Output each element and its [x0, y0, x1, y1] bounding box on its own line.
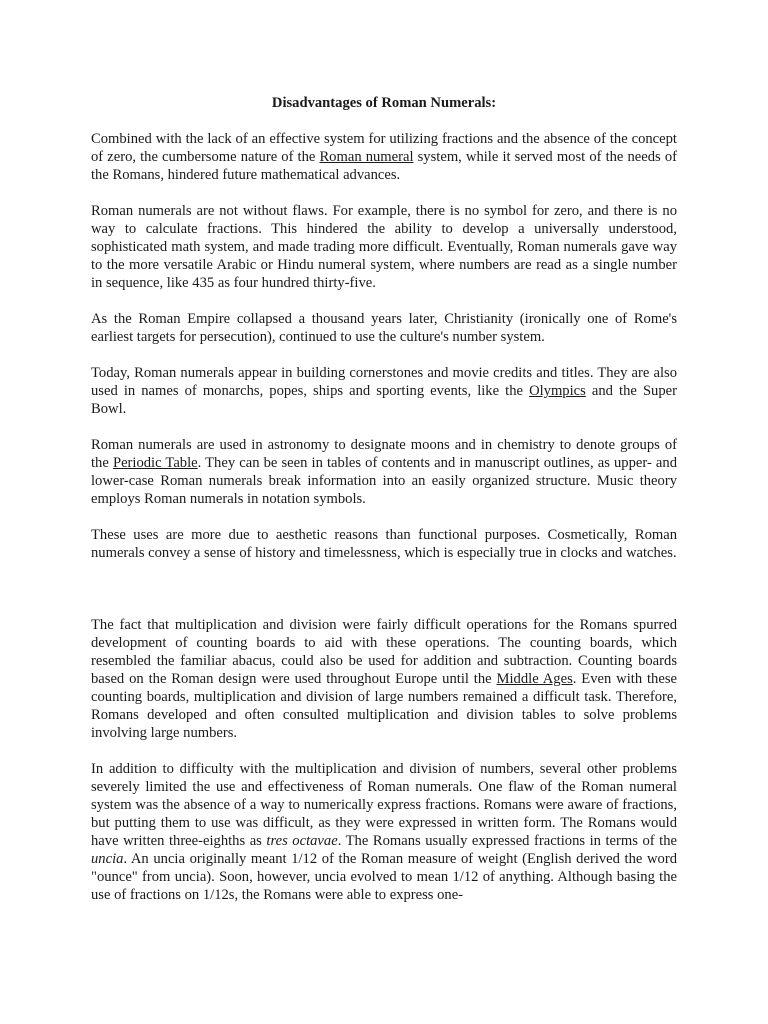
paragraph-today	[91, 364, 677, 418]
periodic-table-link[interactable]: Periodic Table	[112, 455, 198, 471]
paragraph-text: . An uncia originally meant 1/12 of the Roman measure of weight (English derived the word "ounce" from uncia). Soon, however, uncia evolved to mean 1/12 of anything. Although basing the use of fractions on 1/12s, the Romans were able to express one-	[91, 851, 677, 903]
paragraph-text: The fact that multiplication and division were fairly difficult operations for the Romans spurred development of counting boards to aid with these operations. The counting boards, which resembled the familiar abacus, could also be used for addition and subtraction. Counting boards based on the Roman design were used throughout Europe until the	[91, 617, 677, 687]
paragraph-text: system, while it served most of the needs of the Romans, hindered future mathematical advances.	[91, 149, 677, 183]
olympics-link[interactable]: Olympics	[529, 383, 586, 399]
document-page	[91, 94, 677, 922]
paragraph-aesthetic: These uses are more due to aesthetic reasons than functional purposes. Cosmetically, Roman numerals convey a sense of history and timelessness, which is especially true in clocks and watches.	[91, 527, 677, 561]
paragraph-intro	[91, 130, 677, 184]
italic-term: uncia	[91, 851, 124, 867]
paragraph-text: In addition to difficulty with the multiplication and division of numbers, several other problems severely limited the use and effectiveness of Roman numerals. One flaw of the Roman numeral system was the absence of a way to numerically express fractions. Romans were aware of fractions, but putting them to use was difficult, as they were expressed in written form. The Romans would have written three-eighths as	[91, 761, 677, 849]
roman-numeral-link[interactable]: Roman numeral	[319, 149, 414, 165]
paragraph-text: and the Super Bowl.	[91, 383, 677, 417]
paragraph-astronomy	[91, 436, 677, 508]
paragraph-text: Roman numerals are used in astronomy to designate moons and in chemistry to denote groups of the	[91, 437, 677, 471]
paragraph-empire: As the Roman Empire collapsed a thousand years later, Christianity (ironically one of Rome's earliest targets for persecution), continued to use the culture's number system.	[91, 311, 677, 345]
middle-ages-link[interactable]: Middle Ages	[496, 671, 573, 687]
paragraph-text: . They can be seen in tables of contents and in manuscript outlines, as upper- and lower-case Roman numerals break information into an easily organized structure. Music theory employs Roman numerals in notation symbols.	[91, 455, 677, 507]
paragraph-flaws: Roman numerals are not without flaws. For example, there is no symbol for zero, and there is no way to calculate fractions. This hindered the ability to develop a universally understood, sophisticated math system, and made trading more difficult. Eventually, Roman numerals gave way to the more versatile Arabic or Hindu numeral system, where numbers are read as a single number in sequence, like 435 as four hundred thirty-five.	[91, 203, 677, 291]
paragraph-text: . The Romans usually expressed fractions in terms of the	[337, 833, 678, 849]
paragraph-text: Combined with the lack of an effective system for utilizing fractions and the absence of the concept of zero, the cumbersome nature of the	[91, 131, 677, 165]
paragraph-fractions	[91, 760, 677, 904]
paragraph-counting-boards	[91, 616, 677, 742]
page-title: Disadvantages of Roman Numerals:	[271, 95, 497, 111]
italic-term: tres octavae	[266, 833, 338, 849]
paragraph-text: . Even with these counting boards, multiplication and division of large numbers remained a difficult task. Therefore, Romans developed and often consulted multiplication and division tables to solve problems involving large numbers.	[91, 671, 677, 741]
spacer	[91, 580, 677, 616]
paragraph-text: Today, Roman numerals appear in building cornerstones and movie credits and titles. They are also used in names of monarchs, popes, ships and sporting events, like the	[91, 365, 677, 399]
